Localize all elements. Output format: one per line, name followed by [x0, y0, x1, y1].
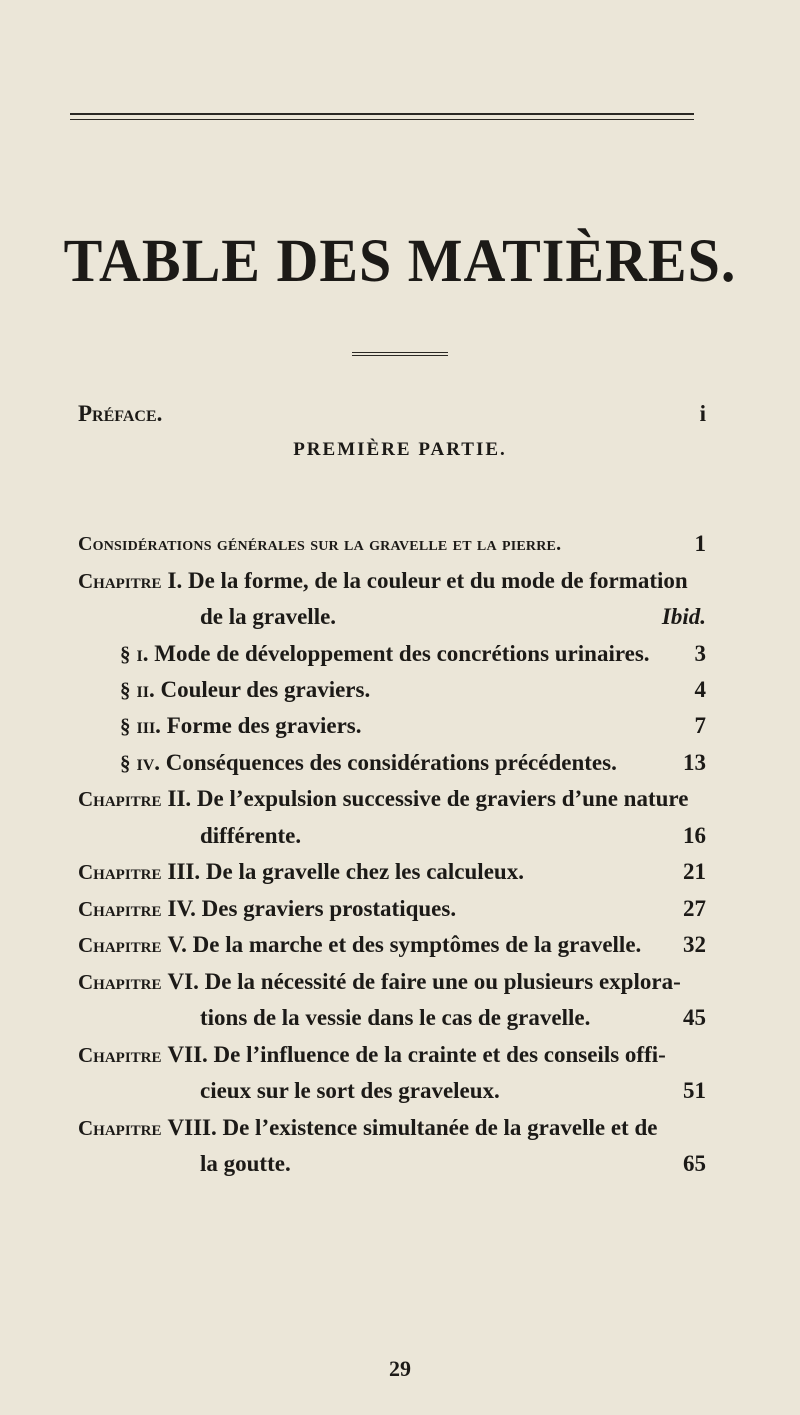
- entry-text: Couleur des graviers.: [160, 677, 371, 702]
- entry-text: Conséquences des considérations précédentes.: [165, 750, 617, 775]
- entry-text: tions de la vessie dans le cas de gravelle.: [200, 1005, 591, 1030]
- entry-text: Des graviers prostatiques.: [201, 896, 457, 921]
- chapter-label: Chapitre: [78, 897, 162, 921]
- entry-text: différente.: [200, 823, 302, 848]
- chapter-label: Chapitre: [78, 933, 162, 957]
- entry-text: De la marche et des symptômes de la gravelle.: [192, 932, 642, 957]
- folio-number: 29: [389, 1356, 411, 1381]
- considerations-label: Considérations générales sur la gravelle et la pierre.: [78, 533, 562, 555]
- entry-page: 4: [694, 677, 706, 702]
- page-title: TABLE DES MATIÈRES.: [63, 226, 737, 295]
- chapter-label: Chapitre: [78, 970, 162, 994]
- entry-text: De l’expulsion successive de graviers d’une nature: [196, 786, 689, 811]
- chapter-label: Chapitre: [78, 787, 162, 811]
- toc-entry: [0, 634, 800, 674]
- entry-text: la goutte.: [200, 1151, 291, 1176]
- entry-page: 13: [683, 750, 706, 775]
- preface-page: i: [699, 401, 706, 426]
- entry-page: 45: [683, 1005, 706, 1030]
- toc-entry: [0, 706, 800, 746]
- entry-page: 3: [694, 641, 706, 666]
- entry-text: De l’influence de la crainte et des conseils offi-: [213, 1042, 666, 1067]
- chapter-number: VII.: [167, 1042, 208, 1067]
- toc-entry: [0, 889, 800, 929]
- chapter-number: III.: [167, 859, 201, 884]
- entry-text: De la gravelle chez les calculeux.: [205, 859, 524, 884]
- entry-text: De la nécessité de faire une ou plusieurs explora-: [204, 969, 681, 994]
- toc-entry: [0, 743, 800, 783]
- entry-page: 65: [683, 1151, 706, 1176]
- toc-entry: [0, 998, 800, 1038]
- entry-text: de la gravelle.: [200, 604, 337, 629]
- section-sign: §: [120, 678, 131, 702]
- chapter-label: Chapitre: [78, 860, 162, 884]
- toc-entry: [0, 925, 800, 965]
- entry-page: 7: [694, 713, 706, 738]
- preface-label: Préface.: [78, 401, 163, 426]
- toc-entry: [0, 597, 800, 637]
- section-sign: §: [120, 751, 131, 775]
- toc-considerations: [0, 524, 800, 564]
- toc-entry: [0, 1108, 800, 1148]
- entry-text: Mode de développement des concrétions urinaires.: [154, 641, 650, 666]
- entry-page: 16: [683, 823, 706, 848]
- section-number: iii.: [136, 713, 161, 738]
- toc-entry: [0, 670, 800, 710]
- section-number: ii.: [136, 677, 155, 702]
- title-ornament-rule: [352, 352, 448, 356]
- chapter-label: Chapitre: [78, 1116, 162, 1140]
- toc-entry: [0, 962, 800, 1002]
- section-sign: §: [120, 642, 131, 666]
- entry-text: De la forme, de la couleur et du mode de formation: [187, 568, 688, 593]
- chapter-number: II.: [167, 786, 192, 811]
- entry-page: Ibid.: [661, 604, 706, 629]
- toc-entry: [0, 816, 800, 856]
- entry-page: 27: [683, 896, 706, 921]
- entry-page: 51: [683, 1078, 706, 1103]
- chapter-number: VI.: [167, 969, 199, 994]
- chapter-number: I.: [167, 568, 183, 593]
- chapter-number: IV.: [167, 896, 196, 921]
- entry-page: 32: [683, 932, 706, 957]
- toc-entry: [0, 1144, 800, 1184]
- toc-preface: [0, 394, 800, 434]
- toc-entry: [0, 1071, 800, 1111]
- section-number: i.: [136, 641, 149, 666]
- entry-text: Forme des graviers.: [166, 713, 362, 738]
- toc-entry: [0, 1035, 800, 1075]
- section-sign: §: [120, 714, 131, 738]
- entry-text: De l’existence simultanée de la gravelle et de: [222, 1115, 658, 1140]
- top-double-rule: [70, 113, 694, 120]
- toc-entry: [0, 852, 800, 892]
- part-heading: PREMIÈRE PARTIE.: [293, 439, 507, 460]
- toc-entry: [0, 779, 800, 819]
- chapter-number: VIII.: [167, 1115, 217, 1140]
- chapter-label: Chapitre: [78, 569, 162, 593]
- considerations-page: 1: [694, 531, 706, 556]
- chapter-number: V.: [167, 932, 187, 957]
- chapter-label: Chapitre: [78, 1043, 162, 1067]
- section-number: iv.: [136, 750, 161, 775]
- toc-entry: [0, 561, 800, 601]
- entry-text: cieux sur le sort des graveleux.: [200, 1078, 500, 1103]
- entry-page: 21: [683, 859, 706, 884]
